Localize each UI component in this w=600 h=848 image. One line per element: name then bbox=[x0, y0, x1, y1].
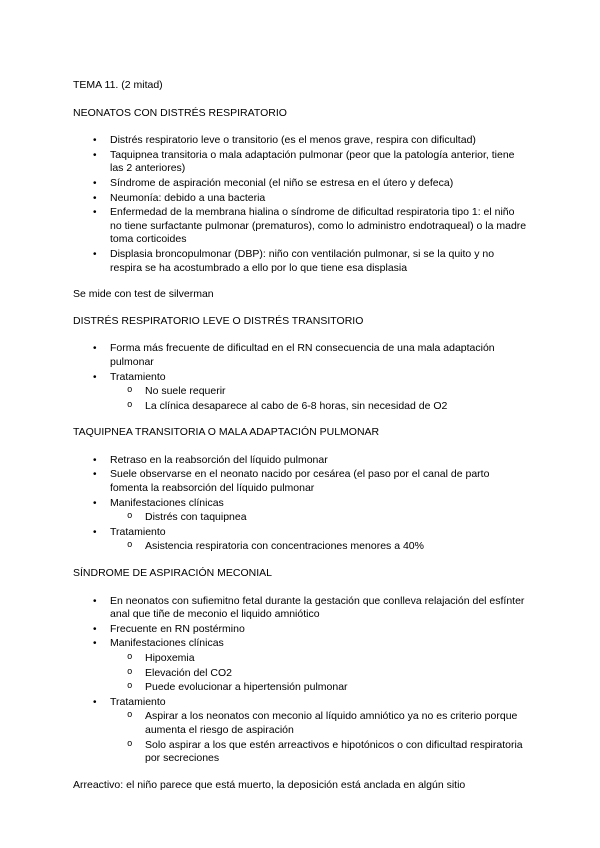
bullet-icon: • bbox=[93, 469, 97, 481]
bullet-text: Frecuente en RN postérmino bbox=[110, 622, 245, 635]
sub-bullet-icon: o bbox=[127, 540, 133, 551]
bullet-icon: • bbox=[93, 696, 97, 708]
bullet-item bbox=[73, 696, 527, 710]
bullet-text: Displasia broncopulmonar (DBP): niño con ventilación pulmonar, si se la quito y no respira se ha acostumbrado a ello por lo que tiene esa displasia bbox=[110, 247, 495, 274]
sub-bullet-item bbox=[73, 667, 527, 681]
bullet-text: Síndrome de aspiración meconial (el niño se estresa en el útero y defeca) bbox=[110, 176, 454, 189]
bullet-item bbox=[73, 134, 527, 148]
bullet-text: Manifestaciones clínicas bbox=[110, 637, 224, 650]
sub-bullet-icon: o bbox=[127, 681, 133, 692]
bullet-item bbox=[73, 595, 527, 622]
bullet-text: Tratamiento bbox=[110, 525, 166, 538]
paragraph: Se mide con test de silverman bbox=[73, 288, 214, 301]
bullet-text: Manifestaciones clínicas bbox=[110, 496, 224, 509]
bullet-text: Taquipnea transitoria o mala adaptación pulmonar (peor que la patología anterior, tiene las 2 anteriores) bbox=[110, 148, 515, 175]
bullet-item bbox=[73, 206, 527, 247]
bullet-icon: • bbox=[93, 248, 97, 260]
page-title: TEMA 11. (2 mitad) bbox=[73, 79, 163, 91]
bullet-icon: • bbox=[93, 371, 97, 383]
section-heading: SÍNDROME DE ASPIRACIÓN MECONIAL bbox=[73, 567, 272, 580]
bullet-item bbox=[73, 637, 527, 651]
bullet-item bbox=[73, 454, 527, 468]
bullet-text: Hipoxemia bbox=[145, 652, 195, 664]
bullet-item bbox=[73, 623, 527, 637]
sub-bullet-item bbox=[73, 400, 527, 414]
bullet-list bbox=[73, 454, 527, 554]
sub-bullet-icon: o bbox=[127, 511, 133, 522]
bullet-text: Tratamiento bbox=[110, 370, 166, 383]
bullet-text: Tratamiento bbox=[110, 695, 166, 708]
bullet-text: Solo aspirar a los que estén arreactivos e hipotónicos o con dificultad respiratoria por secreciones bbox=[145, 738, 523, 765]
sub-bullet-icon: o bbox=[127, 652, 133, 662]
bullet-icon: • bbox=[93, 192, 97, 204]
sub-bullet-icon: o bbox=[127, 666, 133, 677]
bullet-icon: • bbox=[93, 526, 97, 538]
bullet-text: En neonatos con sufiemitno fetal durante la gestación que conlleva relajación del esfínter anal que tiñe de meconio el liquido amniótico bbox=[110, 594, 525, 621]
section-heading: NEONATOS CON DISTRÉS RESPIRATORIO bbox=[73, 106, 287, 119]
bullet-item bbox=[73, 526, 527, 540]
sub-bullet-item bbox=[73, 511, 527, 525]
section-heading: DISTRÉS RESPIRATORIO LEVE O DISTRÉS TRANSITORIO bbox=[73, 314, 364, 327]
bullet-icon: • bbox=[93, 149, 97, 161]
sub-bullet-item bbox=[73, 710, 527, 737]
bullet-list bbox=[73, 342, 527, 413]
document-body bbox=[73, 79, 527, 792]
sub-bullet-icon: o bbox=[127, 385, 133, 396]
bullet-icon: • bbox=[93, 454, 97, 466]
bullet-text: Asistencia respiratoria con concentraciones menores a 40% bbox=[145, 540, 424, 553]
bullet-text: La clínica desaparece al cabo de 6-8 horas, sin necesidad de O2 bbox=[145, 399, 448, 412]
bullet-item bbox=[73, 371, 527, 385]
bullet-text: Enfermedad de la membrana hialina o síndrome de dificultad respiratoria tipo 1: el niño no tiene surfactante pulmonar (prematuros), como lo administro endotraqueal) o la madre toma corticoides bbox=[110, 206, 527, 246]
bullet-icon: • bbox=[93, 638, 97, 650]
bullet-text: Aspirar a los neonatos con meconio al líquido amniótico ya no es criterio porque aumenta el riesgo de aspiración bbox=[145, 710, 518, 736]
sub-bullet-icon: o bbox=[127, 738, 133, 749]
bullet-text: No suele requerir bbox=[145, 385, 226, 398]
sub-bullet-item bbox=[73, 540, 527, 554]
bullet-text: Puede evolucionar a hipertensión pulmonar bbox=[145, 681, 348, 694]
bullet-icon: • bbox=[93, 207, 97, 219]
bullet-icon: • bbox=[93, 177, 97, 189]
bullet-item bbox=[73, 248, 527, 275]
bullet-text: Distrés con taquipnea bbox=[145, 511, 247, 524]
bullet-text: Forma más frecuente de dificultad en el RN consecuencia de una mala adaptación pulmonar bbox=[110, 342, 495, 368]
bullet-item bbox=[73, 177, 527, 191]
bullet-icon: • bbox=[93, 595, 97, 607]
sub-bullet-item bbox=[73, 652, 527, 666]
bullet-item bbox=[73, 468, 527, 495]
bullet-text: Elevación del CO2 bbox=[145, 666, 232, 679]
bullet-icon: • bbox=[93, 343, 97, 355]
bullet-icon: • bbox=[93, 623, 97, 635]
bullet-icon: • bbox=[93, 135, 97, 147]
bullet-list bbox=[73, 134, 527, 275]
bullet-text: Suele observarse en el neonato nacido por cesárea (el paso por el canal de parto fomenta la reabsorción del líquido pulmonar bbox=[110, 468, 490, 495]
sub-bullet-item bbox=[73, 739, 527, 766]
bullet-item bbox=[73, 149, 527, 176]
sub-bullet-item bbox=[73, 681, 527, 695]
bullet-text: Distrés respiratorio leve o transitorio (es el menos grave, respira con dificultad) bbox=[110, 134, 476, 147]
bullet-list bbox=[73, 595, 527, 766]
sub-bullet-icon: o bbox=[127, 399, 133, 410]
paragraph: Arreactivo: el niño parece que está muerto, la deposición está anclada en algún sitio bbox=[73, 778, 466, 791]
section-heading: TAQUIPNEA TRANSITORIA O MALA ADAPTACIÓN PULMONAR bbox=[73, 426, 380, 439]
sub-bullet-item bbox=[73, 385, 527, 399]
bullet-text: Neumonía: debido a una bacteria bbox=[110, 191, 266, 204]
bullet-item bbox=[73, 342, 527, 369]
bullet-item bbox=[73, 192, 527, 206]
bullet-text: Retraso en la reabsorción del líquido pulmonar bbox=[110, 453, 328, 466]
bullet-icon: • bbox=[93, 497, 97, 509]
bullet-item bbox=[73, 497, 527, 511]
sub-bullet-icon: o bbox=[127, 710, 133, 721]
